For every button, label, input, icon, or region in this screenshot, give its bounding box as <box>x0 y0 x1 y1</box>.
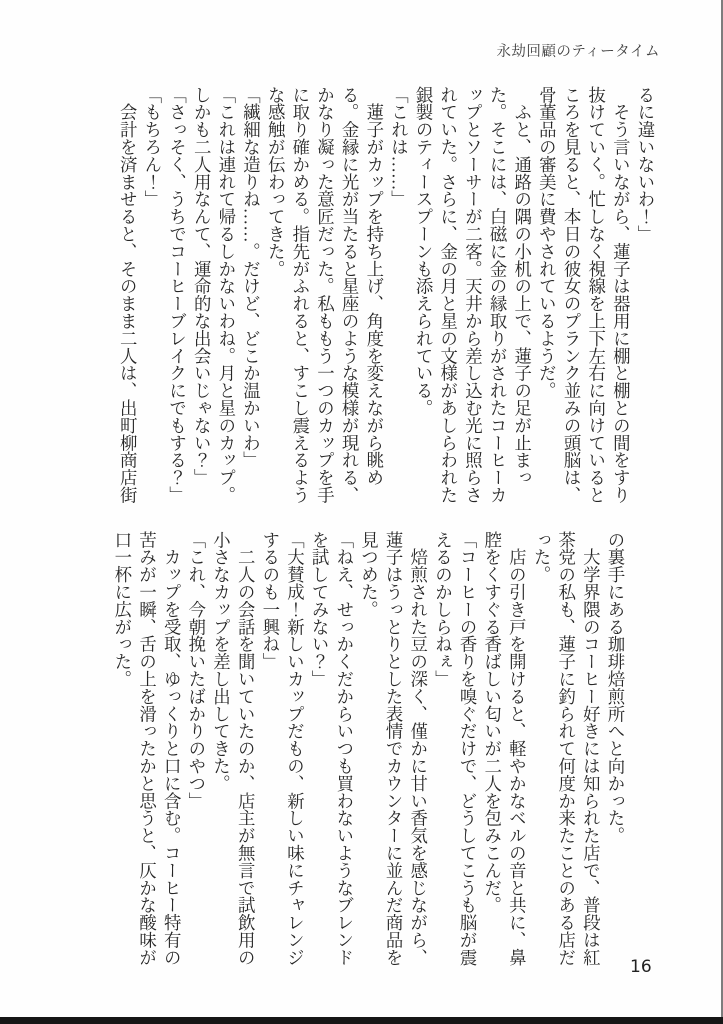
paragraph: 「繊細な造りね……。だけど、どこか温かいわ」 <box>240 86 261 469</box>
page-number: 16 <box>630 957 652 977</box>
paragraph: 大学界隈のコーヒー好きには知られた店で、普段は紅茶党の私も、蓮子に釣られて何度か来たことのある店だった。 <box>531 531 601 966</box>
text-block-upper <box>115 86 657 505</box>
paragraph: 「これは……」 <box>388 86 409 208</box>
text-block-lower <box>109 531 627 967</box>
paragraph: 「これ、今朝挽いたばかりのやつ」 <box>185 531 206 810</box>
paragraph: 蓮子がカップを持ち上げ、角度を変えながら眺める。金縁に光が当たると星座のような模様が現れる、かなり凝った意匠だった。私ももう一つのカップを手に取り確かめる。指先がふれると、すこし震えるような感触が伝わってきた。 <box>265 86 384 504</box>
paragraph: 「もちろん！」 <box>141 86 162 208</box>
paragraph: 「大賛成！新しいカップだもの、新しい味にチャレンジするのも一興ね」 <box>259 531 305 966</box>
paragraph: 焙煎された豆の深く、僅かに甘い香気を感じながら、蓮子はうっとりとした表情でカウンターに並んだ商品を見つめた。 <box>358 531 428 966</box>
paragraph: 「さっそく、うちでコーヒーブレイクにでもする？」 <box>166 86 187 504</box>
bottom-edge-bar <box>0 1017 723 1024</box>
paragraph: 「コーヒーの香りを嗅ぐだけで、どうしてこうも脳が震えるのかしらねぇ」 <box>432 531 478 966</box>
paragraph: 「これは連れて帰るしかないわね。月と星のカップ。しかも二人用なんて、運命的な出会いじゃない？」 <box>191 86 236 504</box>
paragraph: 会計を済ませると、そのまま二人は、出町柳商店街 <box>117 86 138 504</box>
paragraph: そう言いながら、蓮子は器用に棚と棚との間をすり抜けていく。忙しなく視線を上下左右に向けているところを見ると、本日の彼女のプランク並みの頭脳は、骨董品の審美に費やされているようだ。 <box>536 86 631 504</box>
paragraph: ふと、通路の隅の小机の上で、蓮子の足が止まった。そこには、白磁に金の縁取りがされたコーヒーカップとソーサーが二客。天井から差し込む光に照らされていた。さらに、金の月と星の文様があしらわれた銀製のティースプーンも添えられている。 <box>413 86 532 504</box>
paragraph: カップを受取、ゆっくりと口に含む。コーヒー特有の苦みが一瞬、舌の上を滑ったかと思うと、仄かな酸味が口一杯に広がった。 <box>111 531 182 966</box>
paragraph: の裏手にある珈琲焙煎所へと向かった。 <box>605 531 625 845</box>
paragraph: るに違いないわ！」 <box>635 86 655 243</box>
running-header-title: 永劫回顧のティータイム <box>496 44 660 60</box>
paragraph: 「ねえ、せっかくだからいつも買わないようなブレンドを試してみない？」 <box>309 531 354 966</box>
paragraph: 二人の会話を聞いていたのか、店主が無言で試飲用の小さなカップを差し出してきた。 <box>210 531 256 966</box>
paragraph: 店の引き戸を開けると、軽やかなベルの音と共に、鼻腔をくすぐる香ばしい匂いが二人を包みこんだ。 <box>481 531 527 966</box>
